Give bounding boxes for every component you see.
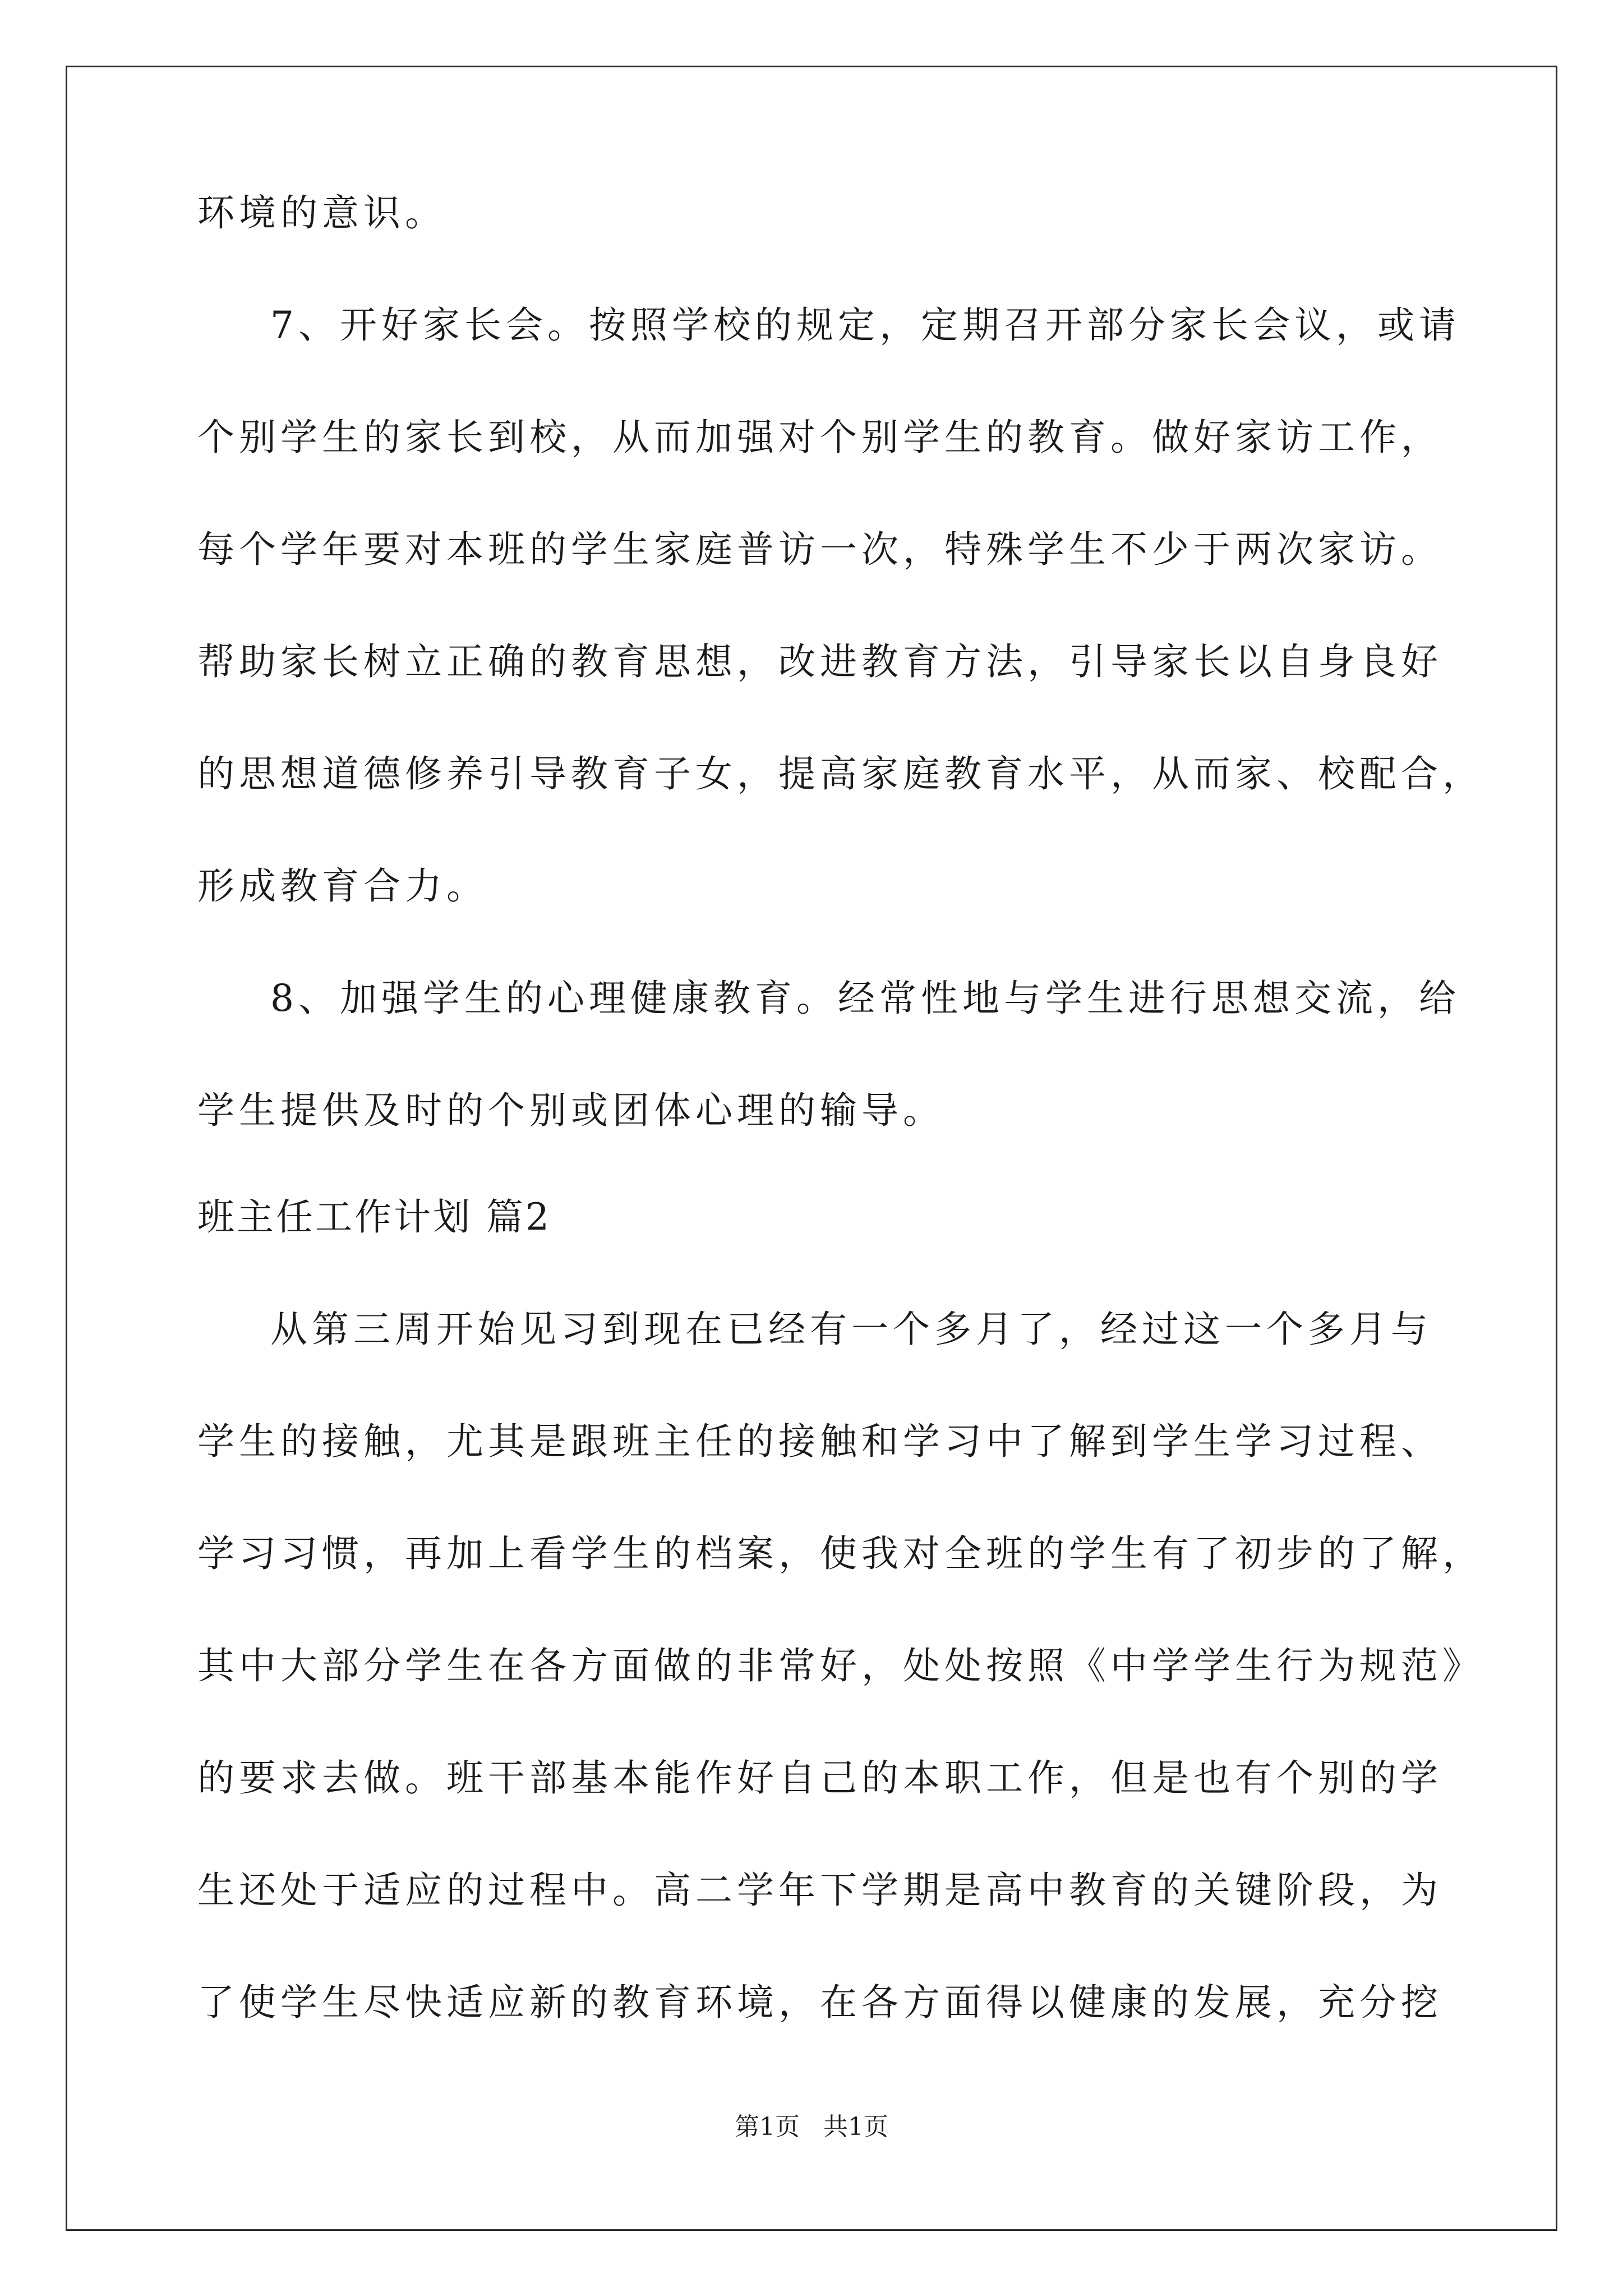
text-line: 了使学生尽快适应新的教育环境，在各方面得以健康的发展，充分挖 — [197, 1981, 1442, 2024]
text-line: 帮助家长树立正确的教育思想，改进教育方法，引导家长以自身良好 — [197, 640, 1442, 683]
text-line: 生还处于适应的过程中。高二学年下学期是高中教育的关键阶段，为 — [197, 1869, 1442, 1912]
text-line: 环境的意识。 — [197, 191, 446, 234]
text-line: 个别学生的家长到校，从而加强对个别学生的教育。做好家访工作， — [197, 416, 1442, 459]
section-heading: 班主任工作计划 篇2 — [197, 1195, 551, 1239]
text-line: 学习习惯，再加上看学生的档案，使我对全班的学生有了初步的了解， — [197, 1532, 1484, 1575]
text-line: 从第三周开始见习到现在已经有一个多月了，经过这一个多月与 — [270, 1308, 1432, 1351]
text-line: 学生提供及时的个别或团体心理的输导。 — [197, 1089, 944, 1132]
text-line: 学生的接触，尤其是跟班主任的接触和学习中了解到学生学习过程、 — [197, 1420, 1442, 1463]
text-line: 8、加强学生的心理健康教育。经常性地与学生进行思想交流，给 — [270, 977, 1460, 1020]
text-line: 7、开好家长会。按照学校的规定，定期召开部分家长会议，或请 — [270, 303, 1460, 347]
page-number-footer: 第1页 共1页 — [735, 2113, 888, 2141]
text-line: 其中大部分学生在各方面做的非常好，处处按照《中学学生行为规范》 — [197, 1644, 1484, 1687]
text-line: 每个学年要对本班的学生家庭普访一次，特殊学生不少于两次家访。 — [197, 528, 1442, 571]
text-line: 的思想道德修养引导教育子女，提高家庭教育水平，从而家、校配合， — [197, 752, 1484, 795]
text-line: 的要求去做。班干部基本能作好自己的本职工作，但是也有个别的学 — [197, 1756, 1442, 1800]
text-line: 形成教育合力。 — [197, 864, 488, 908]
